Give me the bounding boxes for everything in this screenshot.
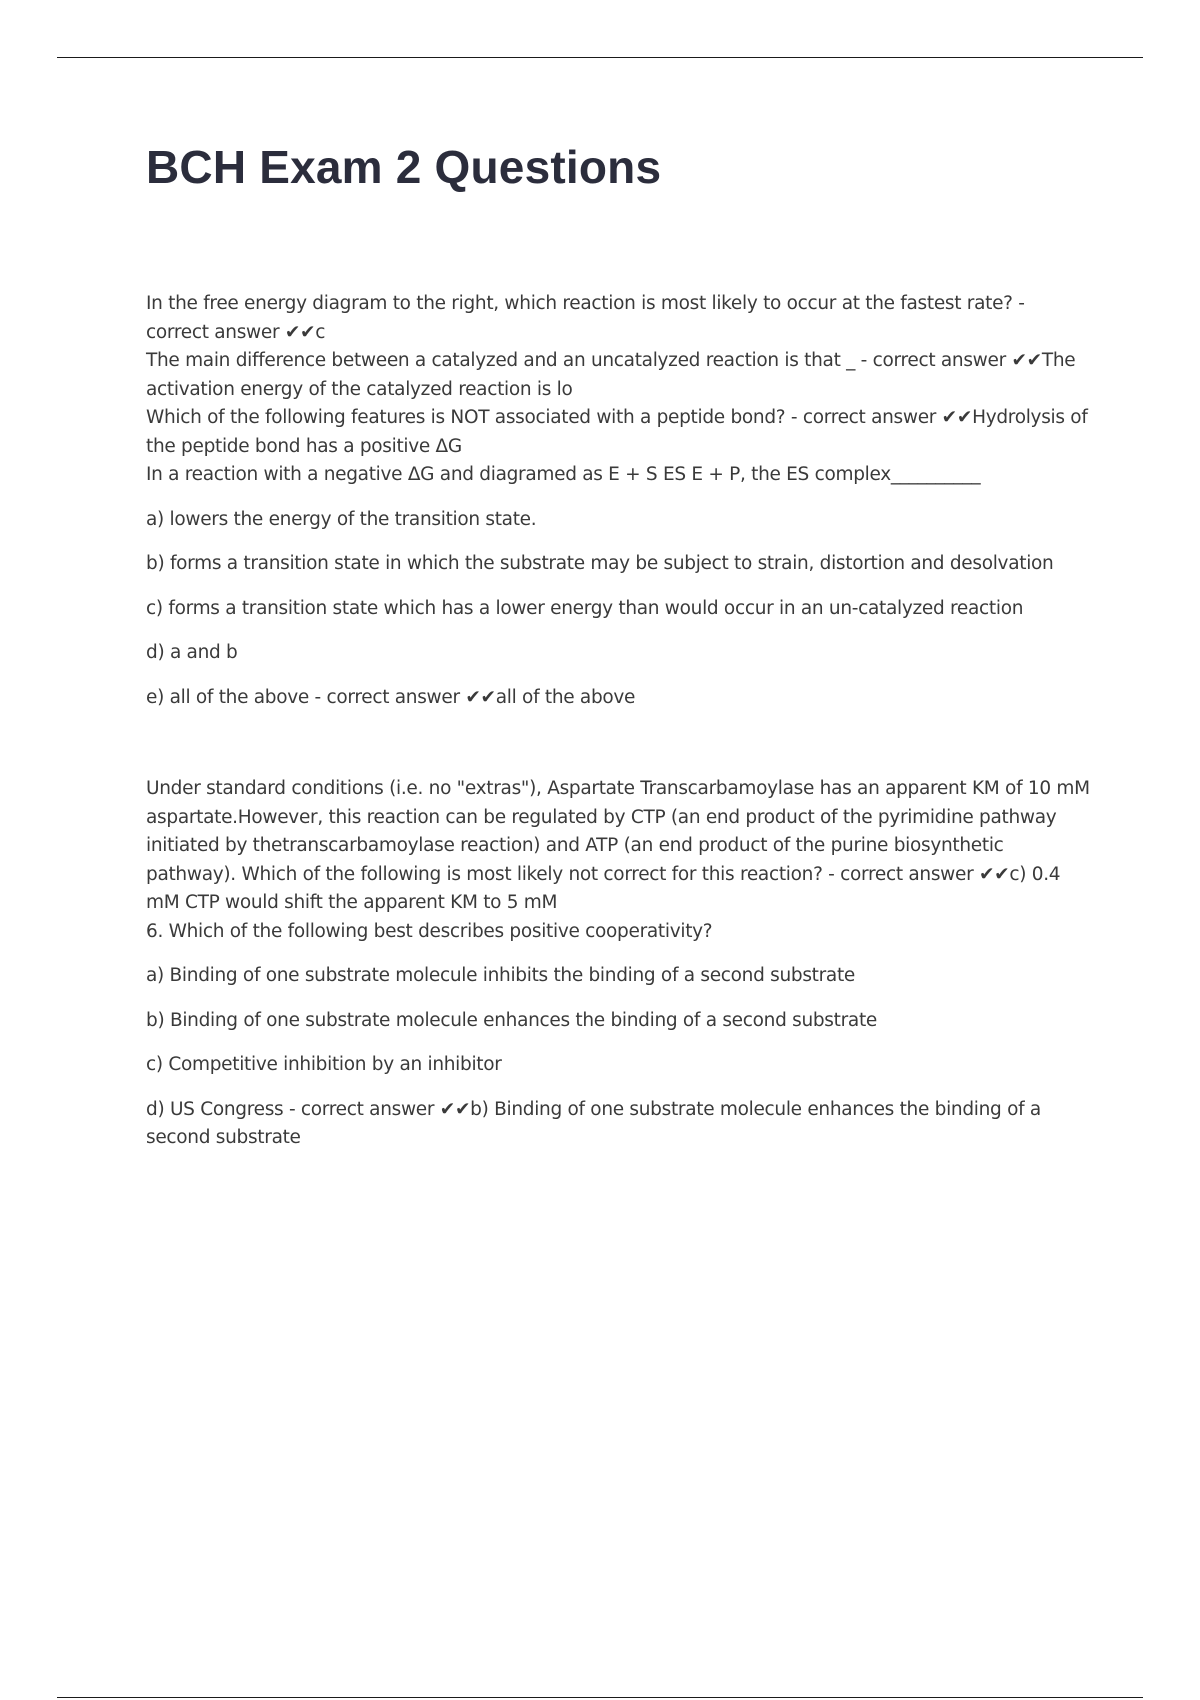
question-3: Which of the following features is NOT associated with a peptide bond? - correct answer ✔✔Hydrolysis of the peptide bond has a positive ΔG (146, 407, 1088, 457)
page-title: BCH Exam 2 Questions (146, 141, 662, 193)
question-6-option-d: d) US Congress - correct answer ✔✔b) Binding of one substrate molecule enhances the binding of a second substrate (146, 1098, 1041, 1148)
question-4 (146, 461, 1091, 712)
top-rule (57, 57, 1143, 58)
question-4-stem: In a reaction with a negative ΔG and diagramed as E + S ES E + P, the ES complex__________ (146, 464, 981, 485)
question-5: Under standard conditions (i.e. no "extras"), Aspartate Transcarbamoylase has an apparent KM of 10 mM aspartate.However, this reaction can be regulated by CTP (an end product of the pyrimidine pathway initiated by thetranscarbamoylase reaction) and ATP (an end product of the purine biosynthetic pathway). Which of the following is most likely not correct for this reaction? - correct answer ✔✔c) 0.4 mM CTP would shift the apparent KM to 5 mM (146, 778, 1090, 913)
question-4-option-b: b) forms a transition state in which the substrate may be subject to strain, distortion and desolvation (146, 553, 1054, 574)
question-4-option-c: c) forms a transition state which has a lower energy than would occur in an un-catalyzed reaction (146, 597, 1024, 619)
question-2: The main difference between a catalyzed and an uncatalyzed reaction is that _ - correct answer ✔✔The activation energy of the catalyzed reaction is lo (146, 350, 1076, 400)
question-4-option-d: d) a and b (146, 642, 238, 663)
question-6-option-a: a) Binding of one substrate molecule inhibits the binding of a second substrate (146, 965, 855, 986)
question-1: In the free energy diagram to the right, which reaction is most likely to occur at the fastest rate? - correct answer ✔✔c (146, 293, 1025, 343)
question-6-option-b: b) Binding of one substrate molecule enhances the binding of a second substrate (146, 1009, 877, 1031)
question-list (146, 290, 1091, 1153)
question-6 (146, 918, 1091, 1153)
bottom-rule (57, 1697, 1143, 1698)
question-4-option-a: a) lowers the energy of the transition state. (146, 508, 537, 530)
question-6-option-c: c) Competitive inhibition by an inhibitor (146, 1054, 502, 1075)
question-4-option-e: e) all of the above - correct answer ✔✔all of the above (146, 686, 636, 708)
question-6-stem: 6. Which of the following best describes positive cooperativity? (146, 920, 713, 942)
